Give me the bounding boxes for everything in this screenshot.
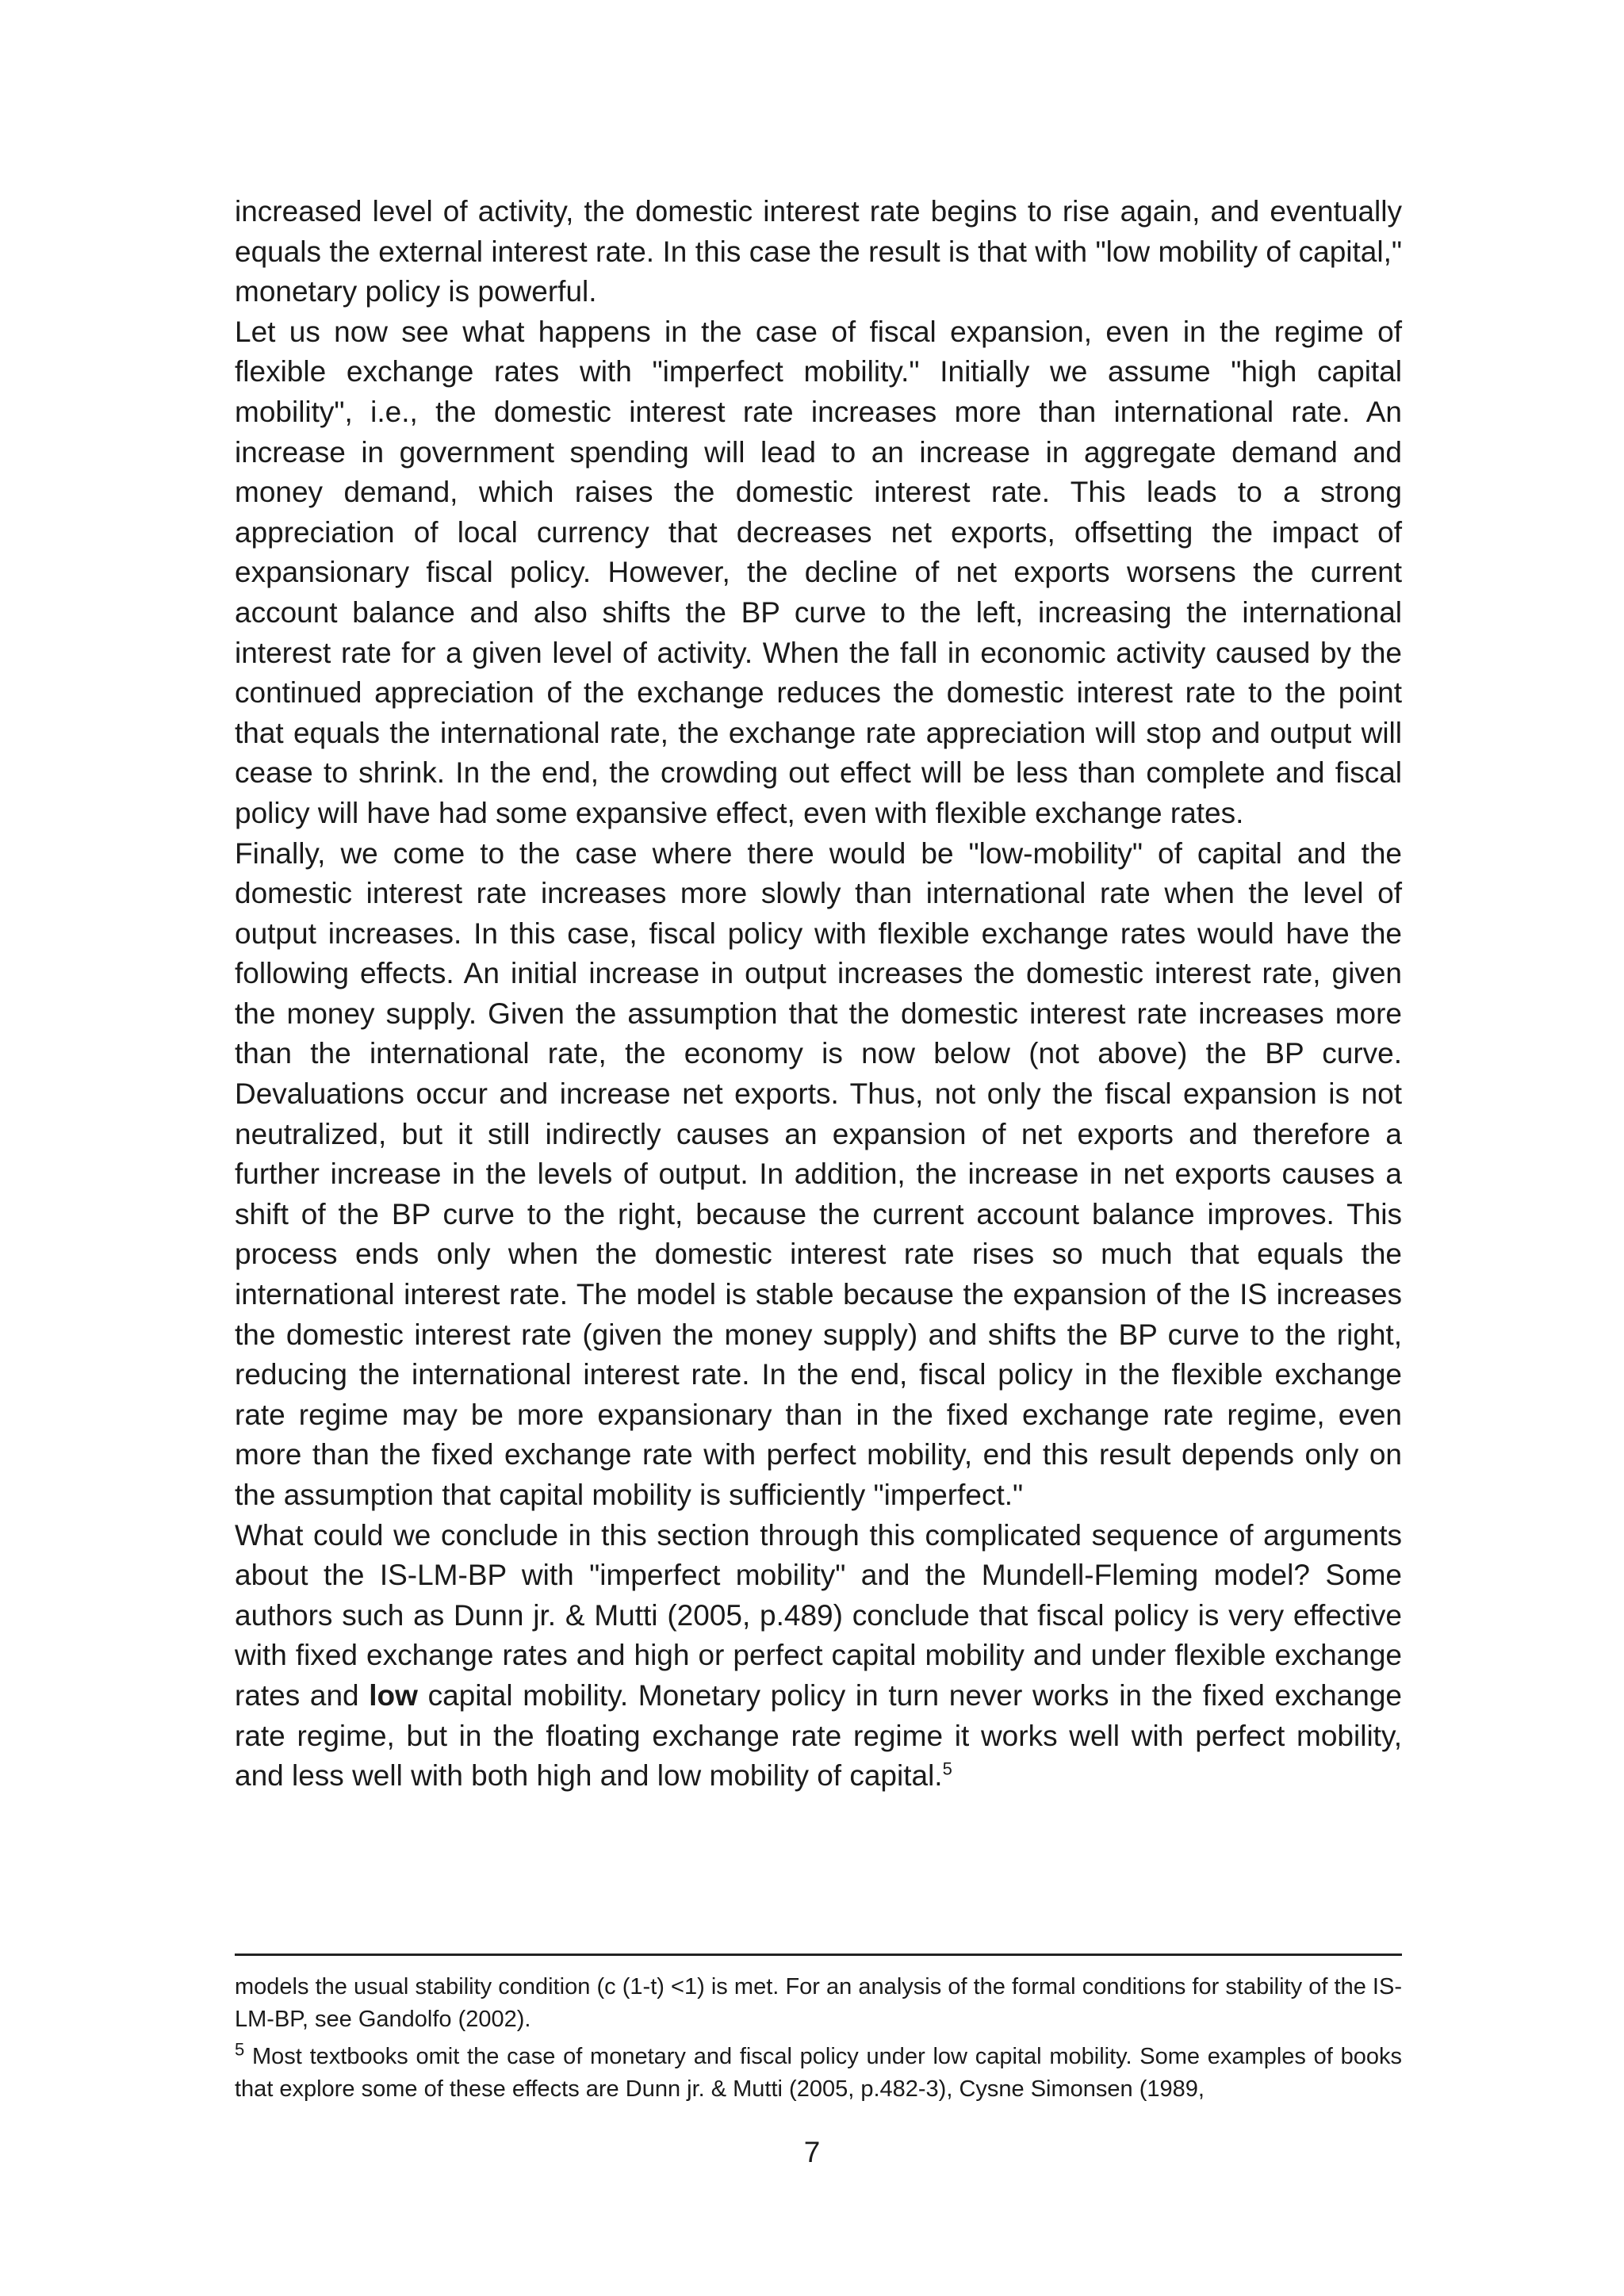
- paragraph-2: Let us now see what happens in the case of fiscal expansion, even in the regime of flexible exchange rates with "imperfect mobility." Initially we assume "high capital mobility", i.e., the domestic interest rate increases more than international rate. An increase in government spending will lead to an increase in aggregate demand and money demand, which raises the domestic interest rate. This leads to a strong appreciation of local currency that decreases net exports, offsetting the impact of expansionary fiscal policy. However, the decline of net exports worsens the current account balance and also shifts the BP curve to the left, increasing the international interest rate for a given level of activity. When the fall in economic activity caused by the continued appreciation of the exchange reduces the domestic interest rate to the point that equals the international rate, the exchange rate appreciation will stop and output will cease to shrink. In the end, the crowding out effect will be less than complete and fiscal policy will have had some expansive effect, even with flexible exchange rates.: [235, 315, 1402, 829]
- footnote-continued: models the usual stability condition (c (1-t) <1) is met. For an analysis of the formal conditions for stability of the IS-LM-BP, see Gandolfo (2002).: [235, 1974, 1402, 2032]
- footnote-5-text: Most textbooks omit the case of monetary and fiscal policy under low capital mobility. Some examples of books that explore some of these effects are Dunn jr. & Mutti (2005, p.482-3), Cysne Simonsen (1989,: [235, 2044, 1402, 2102]
- paragraph-4-text-start: What could we conclude in this section through this complicated sequence of arguments about the IS-LM-BP with "imperfect mobility" and the Mundell-Fleming model? Some authors such as Dunn jr. & Mutti (2005, p.489) conclude that fiscal policy is very effective with fixed exchange rates and high or perfect capital mobility and under flexible exchange rates and: [235, 1518, 1402, 1712]
- footnotes: [235, 1971, 1402, 2110]
- footnote-5-marker: 5: [235, 2039, 245, 2060]
- paragraph-3: Finally, we come to the case where there would be "low-mobility" of capital and the domestic interest rate increases more slowly than international rate when the level of output increases. In this case, fiscal policy with flexible exchange rates would have the following effects. An initial increase in output increases the domestic interest rate, given the money supply. Given the assumption that the domestic interest rate increases more than the international rate, the economy is now below (not above) the BP curve. Devaluations occur and increase net exports. Thus, not only the fiscal expansion is not neutralized, but it still indirectly causes an expansion of net exports and therefore a further increase in the levels of output. In addition, the increase in net exports causes a shift of the BP curve to the right, because the current account balance improves. This process ends only when the domestic interest rate rises so much that equals the international interest rate. The model is stable because the expansion of the IS increases the domestic interest rate (given the money supply) and shifts the BP curve to the right, reducing the international interest rate. In the end, fiscal policy in the flexible exchange rate regime may be more expansionary than in the fixed exchange rate regime, even more than the fixed exchange rate with perfect mobility, end this result depends only on the assumption that capital mobility is sufficiently "imperfect.": [235, 836, 1402, 1511]
- paragraph-4-text-end: capital mobility. Monetary policy in turn never works in the fixed exchange rate regime, but in the floating exchange rate regime it works well with perfect mobility, and less well with both high and low mobility of capital.: [235, 1678, 1402, 1793]
- paragraph-4-bold-word: low: [369, 1678, 418, 1712]
- paragraph-1: increased level of activity, the domestic interest rate begins to rise again, and eventually equals the external interest rate. In this case the result is that with "low mobility of capital," monetary policy is powerful.: [235, 195, 1402, 308]
- footnote-separator: [235, 1954, 1402, 1956]
- footnote-reference-5[interactable]: 5: [942, 1758, 952, 1779]
- body-text: [235, 192, 1402, 1797]
- page-number: 7: [803, 2136, 821, 2168]
- paragraph-4: [235, 1516, 1402, 1797]
- footnote-5: [235, 2041, 1402, 2106]
